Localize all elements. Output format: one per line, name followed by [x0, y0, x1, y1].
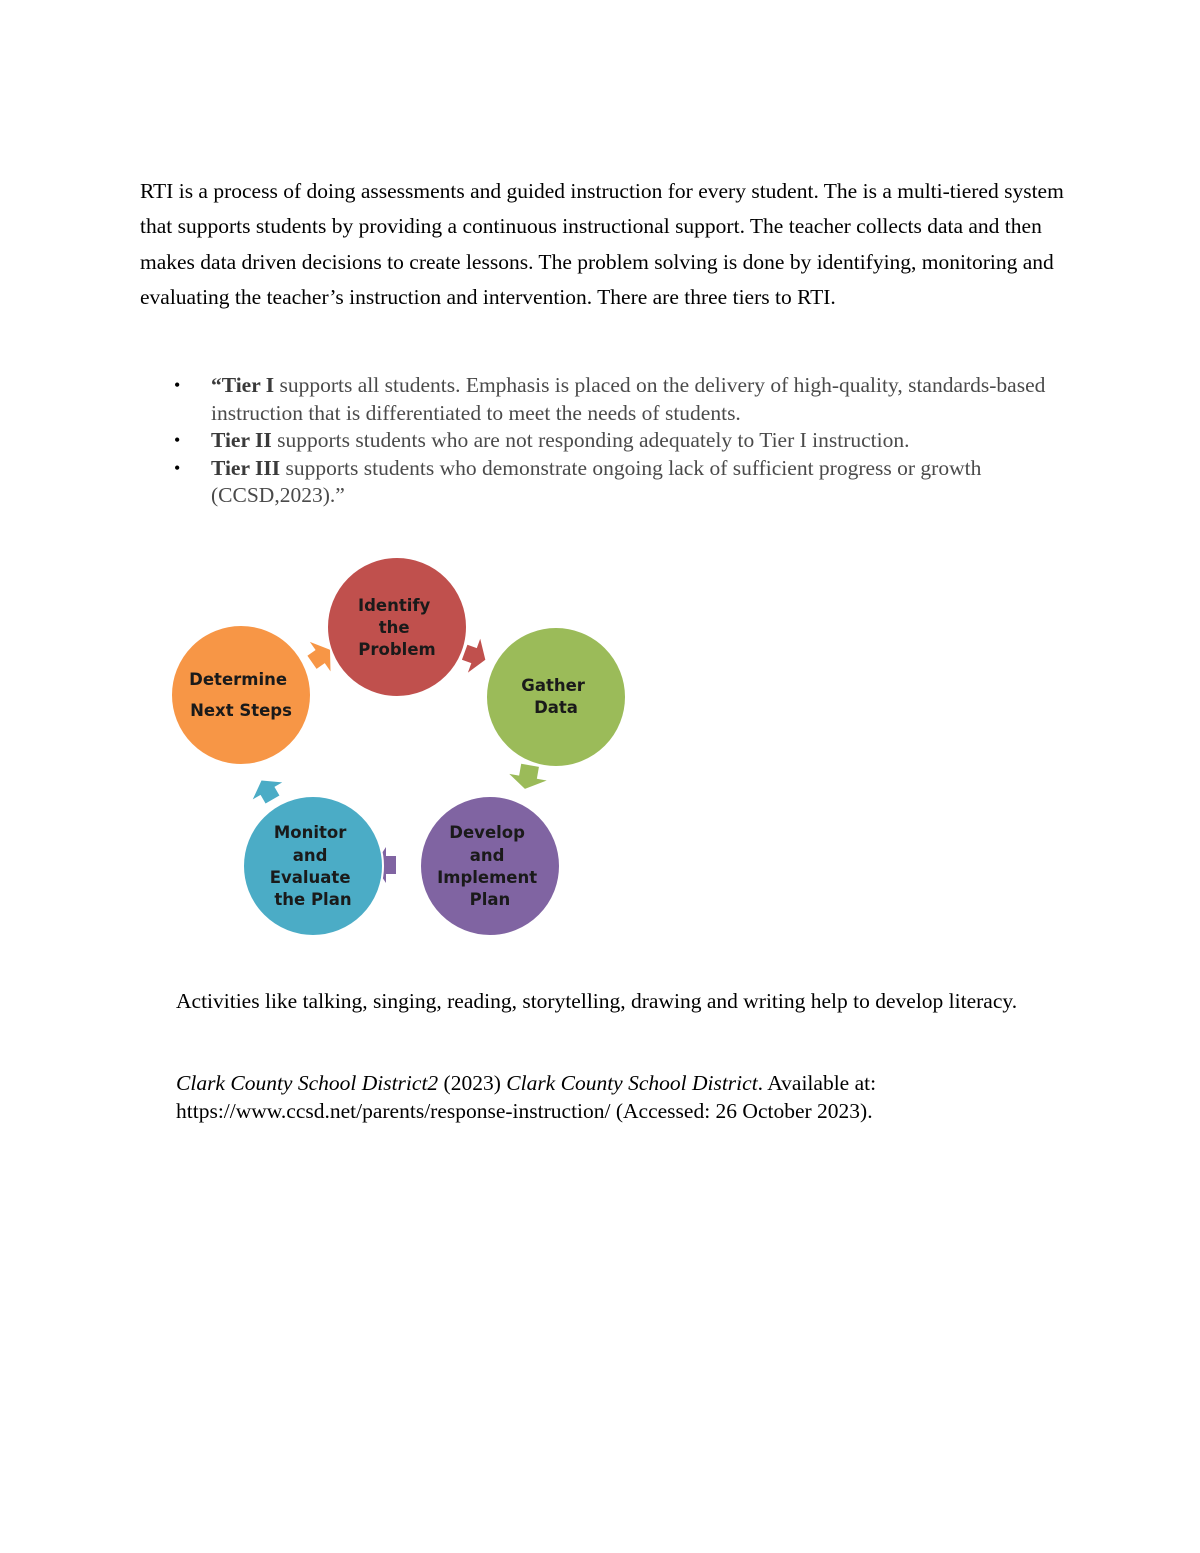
rti-cycle-diagram [160, 545, 640, 945]
tier-1-text: supports all students. Emphasis is placed on the delivery of high-quality, standards-based instruction that is differentiated to meet the needs of students. [211, 373, 1046, 425]
step-label: Gather Data [521, 676, 585, 717]
tier-1-label: Tier I [221, 373, 275, 397]
tier-list [140, 372, 1070, 510]
tier-3-text: supports students who demonstrate ongoing lack of sufficient progress or growth (CCSD,2023).” [211, 455, 982, 507]
tier-3-label: Tier III [211, 455, 281, 480]
activities-paragraph: Activities like talking, singing, reading, storytelling, drawing and writing help to develop literacy. [176, 989, 1018, 1013]
step-identify-the-problem [327, 557, 467, 697]
step-circle [171, 625, 311, 765]
intro-paragraph: RTI is a process of doing assessments and guided instruction for every student. The is a multi-tiered system that supports students by providing a continuous instructional support. The teacher collects data and then makes data driven decisions to create lessons. The problem solving is done by identifying, monitoring and evaluating the teacher’s instruction and intervention. There are three tiers to RTI. [140, 179, 1064, 309]
citation-year: (2023) [438, 1071, 507, 1095]
step-develop-and-implement-plan [420, 796, 560, 936]
reference-citation [176, 1069, 1056, 1125]
citation-author: Clark County School District2 [176, 1071, 439, 1095]
step-circle [243, 796, 383, 936]
bullet-icon: • [174, 375, 181, 395]
tier-3-item [140, 455, 1070, 510]
step-circle [486, 627, 626, 767]
step-gather-data [486, 627, 626, 767]
step-circle [420, 796, 560, 936]
bullet-icon: • [174, 457, 181, 478]
tier-2-label: Tier II [211, 428, 272, 452]
tier-2-item [140, 427, 1070, 455]
step-determine-next-steps [171, 625, 311, 765]
step-label: Identify the Problem [357, 596, 436, 659]
step-label: Determine Next Steps [189, 670, 292, 720]
bullet-icon: • [174, 430, 181, 450]
step-label: Monitor and Evaluate the Plan [269, 823, 352, 909]
citation-title: Clark County School District [506, 1071, 758, 1095]
step-monitor-and-evaluate-the-plan [243, 796, 383, 936]
open-quote: “ [211, 373, 222, 397]
step-label: Develop and Implement Plan [437, 823, 538, 909]
tier-1-item [140, 372, 1070, 427]
tier-2-text: supports students who are not responding adequately to Tier I instruction. [271, 428, 910, 452]
citation-availability: . Available at: https://www.ccsd.net/parents/response-instruction/ (Accessed: 26 October 2023). [176, 1071, 877, 1123]
